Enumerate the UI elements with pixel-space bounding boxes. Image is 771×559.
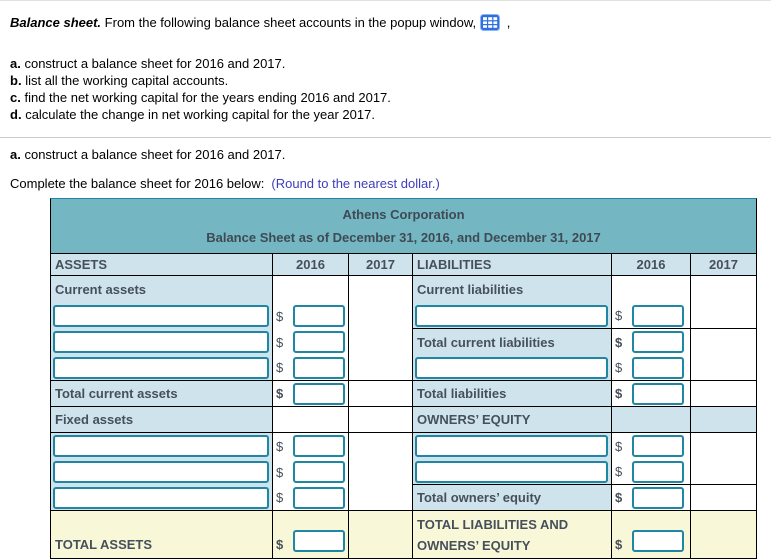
empty-cell [691, 459, 756, 485]
fixed-asset-2016-cell [273, 485, 349, 511]
balance-sheet-table [50, 198, 757, 559]
current-asset-2016-2-input[interactable] [293, 331, 345, 353]
task-text: calculate the change in net working capital for the year 2017. [25, 107, 375, 122]
fixed-asset-2016-2-input[interactable] [293, 461, 345, 483]
fixed-asset-2016-cell [273, 459, 349, 485]
owners-equity-account-2-input[interactable] [415, 461, 608, 483]
current-asset-account-1-input[interactable] [53, 305, 269, 327]
owners-equity-account-cell [413, 433, 612, 459]
col-header-2017-right: 2017 [691, 254, 756, 276]
task-letter: b. [10, 73, 22, 88]
empty-cell [273, 276, 349, 303]
empty-cell [349, 329, 413, 355]
empty-cell [691, 355, 756, 381]
fixed-asset-account-cell [51, 485, 273, 511]
empty-cell [612, 407, 691, 433]
empty-cell [691, 329, 756, 355]
current-asset-2016-cell [273, 329, 349, 355]
empty-cell [349, 381, 413, 407]
fixed-asset-2016-1-input[interactable] [293, 435, 345, 457]
rounding-hint: (Round to the nearest dollar.) [271, 176, 440, 191]
fixed-asset-account-2-input[interactable] [53, 461, 269, 483]
current-asset-2016-1-input[interactable] [293, 305, 345, 327]
statement-subtitle: Balance Sheet as of December 31, 2016, and December 31, 2017 [206, 230, 601, 245]
empty-cell [691, 485, 756, 511]
part-a-heading [10, 147, 761, 162]
task-item-d [10, 106, 761, 123]
total-owners-equity-2016-input[interactable] [632, 487, 684, 509]
total-current-assets-2016-input[interactable] [293, 383, 345, 405]
dollar-sign: $ [615, 537, 623, 552]
task-item-c [10, 89, 761, 106]
empty-cell [691, 433, 756, 459]
dollar-sign: $ [615, 490, 623, 505]
owners-equity-label: OWNERS’ EQUITY [413, 407, 612, 433]
dollar-sign: $ [276, 360, 284, 375]
total-liabilities-equity-2016-input[interactable] [632, 530, 684, 552]
dollar-sign: $ [615, 438, 623, 454]
current-liability-account-cell [413, 303, 612, 329]
dollar-sign: $ [615, 334, 623, 350]
current-asset-account-3-input[interactable] [53, 357, 269, 379]
empty-cell [691, 381, 756, 407]
current-liability-2016-2-input[interactable] [632, 357, 684, 379]
empty-cell [612, 276, 691, 303]
dollar-sign: $ [615, 386, 623, 401]
col-header-assets: ASSETS [51, 254, 273, 276]
dollar-sign: $ [615, 360, 623, 375]
task-letter: c. [10, 90, 21, 105]
current-asset-2016-3-input[interactable] [293, 357, 345, 379]
total-assets-label: TOTAL ASSETS [51, 511, 273, 558]
task-text: construct a balance sheet for 2016 and 2017. [24, 56, 286, 71]
problem-title: Balance sheet. [10, 15, 102, 30]
dollar-sign: $ [276, 334, 284, 350]
task-item-a [10, 55, 761, 72]
task-item-b [10, 72, 761, 89]
empty-cell [349, 355, 413, 381]
popup-table-icon[interactable] [480, 14, 500, 34]
total-owners-equity-label: Total owners’ equity [413, 485, 612, 511]
problem-statement [10, 14, 761, 34]
dollar-sign: $ [276, 308, 284, 324]
instruction-text: Complete the balance sheet for 2016 below: [10, 176, 265, 191]
total-current-assets-2016-cell [273, 381, 349, 407]
task-text: list all the working capital accounts. [25, 73, 229, 88]
current-liability-account-2-input[interactable] [415, 357, 608, 379]
empty-cell [273, 407, 349, 433]
empty-cell [349, 511, 413, 558]
col-header-2016-left: 2016 [273, 254, 349, 276]
total-owners-equity-2016-cell [612, 485, 691, 511]
total-liabilities-equity-lines [413, 511, 611, 556]
empty-cell [349, 303, 413, 329]
current-liability-account-cell [413, 355, 612, 381]
current-asset-account-cell [51, 303, 273, 329]
total-liabilities-equity-label [413, 511, 612, 558]
current-asset-2016-cell [273, 355, 349, 381]
total-assets-2016-input[interactable] [293, 530, 345, 552]
empty-cell [691, 407, 756, 433]
dollar-sign: $ [276, 438, 284, 454]
fixed-asset-2016-cell [273, 433, 349, 459]
fixed-asset-account-cell [51, 459, 273, 485]
comma-after-icon: , [506, 15, 511, 30]
owners-equity-2016-1-input[interactable] [632, 435, 684, 457]
task-text: find the net working capital for the years ending 2016 and 2017. [24, 90, 391, 105]
current-asset-account-cell [51, 355, 273, 381]
empty-cell [691, 303, 756, 329]
col-header-2016-right: 2016 [612, 254, 691, 276]
company-name: Athens Corporation [342, 207, 465, 222]
empty-cell [349, 407, 413, 433]
page [0, 14, 771, 559]
empty-cell [349, 459, 413, 485]
balance-sheet-grid [51, 254, 756, 558]
owners-equity-2016-cell [612, 459, 691, 485]
task-letter: d. [10, 107, 22, 122]
total-current-liabilities-2016-input[interactable] [632, 331, 684, 353]
empty-cell [349, 433, 413, 459]
total-current-assets-label: Total current assets [51, 381, 273, 407]
empty-cell [691, 276, 756, 303]
owners-equity-account-cell [413, 459, 612, 485]
task-letter: a. [10, 56, 21, 71]
empty-cell [349, 485, 413, 511]
fixed-asset-2016-3-input[interactable] [293, 487, 345, 509]
total-current-liabilities-2016-cell [612, 329, 691, 355]
fixed-asset-account-1-input[interactable] [53, 435, 269, 457]
fixed-asset-account-3-input[interactable] [53, 487, 269, 509]
dollar-sign: $ [276, 537, 284, 552]
dollar-sign: $ [615, 308, 623, 323]
total-assets-2016-cell [273, 511, 349, 558]
part-a-letter: a. [10, 147, 21, 162]
current-assets-label: Current assets [51, 276, 273, 303]
total-liab-equity-line2: OWNERS’ EQUITY [417, 538, 531, 553]
empty-cell [349, 276, 413, 303]
dollar-sign: $ [276, 490, 284, 505]
current-liability-account-1-input[interactable] [415, 305, 608, 327]
current-asset-account-cell [51, 329, 273, 355]
dollar-sign: $ [276, 386, 284, 401]
total-current-liabilities-label: Total current liabilities [413, 329, 612, 355]
dollar-sign: $ [276, 464, 284, 480]
current-liabilities-label: Current liabilities [413, 276, 612, 303]
owners-equity-account-1-input[interactable] [415, 435, 608, 457]
current-asset-2016-cell [273, 303, 349, 329]
table-title-band [51, 199, 756, 254]
task-list [10, 55, 761, 123]
fixed-asset-account-cell [51, 433, 273, 459]
total-liabilities-2016-input[interactable] [632, 383, 684, 405]
total-liabilities-label: Total liabilities [413, 381, 612, 407]
col-header-2017-left: 2017 [349, 254, 413, 276]
current-liability-2016-1-input[interactable] [632, 305, 684, 327]
owners-equity-2016-cell [612, 433, 691, 459]
owners-equity-2016-2-input[interactable] [632, 461, 684, 483]
current-liability-2016-cell [612, 303, 691, 329]
current-liability-2016-cell [612, 355, 691, 381]
empty-cell [691, 511, 756, 558]
section-divider [0, 137, 771, 138]
total-liabilities-equity-2016-cell [612, 511, 691, 558]
current-asset-account-2-input[interactable] [53, 331, 269, 353]
fixed-assets-label: Fixed assets [51, 407, 273, 433]
col-header-liabilities: LIABILITIES [413, 254, 612, 276]
total-liabilities-2016-cell [612, 381, 691, 407]
dollar-sign: $ [615, 464, 623, 479]
problem-text: From the following balance sheet accounts in the popup window, [104, 15, 477, 30]
total-liab-equity-line1: TOTAL LIABILITIES AND [417, 517, 569, 532]
instruction-line [10, 176, 761, 191]
part-a-text: construct a balance sheet for 2016 and 2017. [24, 147, 286, 162]
